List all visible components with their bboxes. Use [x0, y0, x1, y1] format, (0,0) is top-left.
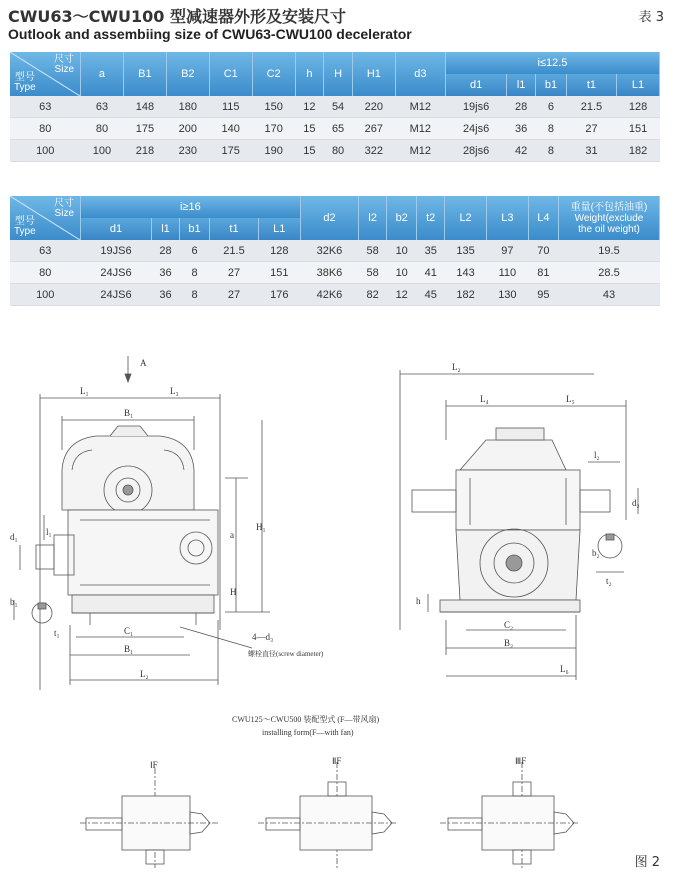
- label-b1: b₁: [10, 597, 18, 607]
- type-cell: 80: [10, 262, 81, 284]
- value-cell: 143: [445, 262, 487, 284]
- label-H1: H₁: [256, 522, 266, 532]
- value-cell: 27: [210, 284, 259, 306]
- value-cell: 175: [209, 140, 252, 162]
- label-bolt: 4—d₃: [252, 632, 274, 642]
- value-cell: 115: [209, 96, 252, 118]
- label-l2: l₂: [594, 450, 600, 460]
- value-cell: 140: [209, 118, 252, 140]
- bolt-note: 螺栓直径(screw diameter): [248, 650, 324, 658]
- col-header: B1: [123, 52, 166, 96]
- value-cell: 151: [258, 262, 300, 284]
- value-cell: 45: [417, 284, 445, 306]
- value-cell: 19js6: [445, 96, 506, 118]
- label-d1: d₁: [10, 532, 18, 542]
- value-cell: 200: [166, 118, 209, 140]
- value-cell: 128: [617, 96, 660, 118]
- label-l1: l₁: [46, 527, 52, 537]
- col-header: a: [81, 52, 124, 96]
- value-cell: 36: [152, 284, 180, 306]
- value-cell: 80: [324, 140, 353, 162]
- value-cell: 97: [486, 240, 528, 262]
- value-cell: 42K6: [300, 284, 359, 306]
- ratio-group-header: i≤12.5: [445, 52, 659, 74]
- value-cell: 12: [295, 96, 324, 118]
- value-cell: 70: [528, 240, 558, 262]
- installing-title-en: installing form(F—with fan): [262, 728, 354, 737]
- label-L1: L₁: [80, 386, 89, 396]
- value-cell: 31: [566, 140, 616, 162]
- value-cell: 54: [324, 96, 353, 118]
- type-cell: 80: [10, 118, 81, 140]
- col-header: h: [295, 52, 324, 96]
- value-cell: 175: [123, 118, 166, 140]
- label-L2: L₂: [140, 669, 149, 679]
- sub-header: L1: [258, 218, 300, 240]
- value-cell: 10: [387, 262, 417, 284]
- label-L6: L₆: [560, 664, 569, 674]
- value-cell: 63: [81, 96, 124, 118]
- value-cell: 128: [258, 240, 300, 262]
- weight-header: 重量(不包括油重) Weight(exclude the oil weight): [559, 196, 660, 240]
- value-cell: 41: [417, 262, 445, 284]
- value-cell: 28.5: [559, 262, 660, 284]
- label-d2: d₂: [632, 498, 640, 508]
- value-cell: 24js6: [445, 118, 506, 140]
- value-cell: 58: [359, 262, 387, 284]
- value-cell: 95: [528, 284, 558, 306]
- col-header: d3: [395, 52, 445, 96]
- col-header: B2: [166, 52, 209, 96]
- sub-header: L1: [617, 74, 660, 96]
- value-cell: 28: [507, 96, 536, 118]
- value-cell: 110: [486, 262, 528, 284]
- sub-header: t1: [210, 218, 259, 240]
- label-A: A: [140, 358, 147, 368]
- value-cell: 135: [445, 240, 487, 262]
- ratio-group-header: i≥16: [81, 196, 301, 218]
- label-L4: L₄: [480, 394, 489, 404]
- value-cell: 267: [352, 118, 395, 140]
- value-cell: 10: [387, 240, 417, 262]
- value-cell: M12: [395, 96, 445, 118]
- value-cell: 35: [417, 240, 445, 262]
- label-t1: t₁: [54, 628, 60, 638]
- value-cell: 19JS6: [81, 240, 152, 262]
- value-cell: 8: [179, 284, 209, 306]
- label-L5: L₅: [566, 394, 575, 404]
- value-cell: 100: [81, 140, 124, 162]
- value-cell: M12: [395, 140, 445, 162]
- type-cell: 100: [10, 140, 81, 162]
- value-cell: 230: [166, 140, 209, 162]
- value-cell: 130: [486, 284, 528, 306]
- label-C2: C₂: [504, 620, 514, 630]
- value-cell: 180: [166, 96, 209, 118]
- value-cell: 220: [352, 96, 395, 118]
- table-number: 表 3: [638, 10, 664, 25]
- value-cell: 28js6: [445, 140, 506, 162]
- label-B1: B₁: [124, 408, 134, 418]
- value-cell: 28: [152, 240, 180, 262]
- label-L2-side: L₂: [452, 362, 461, 372]
- title-en: Outlook and assembiing size of CWU63-CWU100 decelerator: [8, 26, 412, 42]
- title-cn: CWU63～CWU100 型减速器外形及安装尺寸: [8, 7, 347, 26]
- value-cell: 322: [352, 140, 395, 162]
- col-header: C2: [252, 52, 295, 96]
- type-cell: 63: [10, 96, 81, 118]
- value-cell: 24JS6: [81, 262, 152, 284]
- value-cell: 182: [617, 140, 660, 162]
- size-label: 尺寸 Size: [54, 198, 74, 219]
- value-cell: 15: [295, 140, 324, 162]
- value-cell: 12: [387, 284, 417, 306]
- value-cell: 8: [179, 262, 209, 284]
- form-label-2: ⅡF: [332, 756, 342, 766]
- value-cell: 218: [123, 140, 166, 162]
- col-header: l2: [359, 196, 387, 240]
- label-L3: L₃: [170, 386, 179, 396]
- value-cell: 36: [507, 118, 536, 140]
- col-header: t2: [417, 196, 445, 240]
- col-header: L2: [445, 196, 487, 240]
- value-cell: 81: [528, 262, 558, 284]
- value-cell: 6: [535, 96, 566, 118]
- value-cell: 38K6: [300, 262, 359, 284]
- sub-header: b1: [179, 218, 209, 240]
- sub-header: d1: [81, 218, 152, 240]
- col-header: C1: [209, 52, 252, 96]
- col-header: b2: [387, 196, 417, 240]
- value-cell: 43: [559, 284, 660, 306]
- col-header: d2: [300, 196, 359, 240]
- value-cell: 170: [252, 118, 295, 140]
- value-cell: 8: [535, 140, 566, 162]
- sub-header: l1: [152, 218, 180, 240]
- sub-header: d1: [445, 74, 506, 96]
- value-cell: 36: [152, 262, 180, 284]
- value-cell: 32K6: [300, 240, 359, 262]
- value-cell: 15: [295, 118, 324, 140]
- col-header: L3: [486, 196, 528, 240]
- value-cell: 24JS6: [81, 284, 152, 306]
- type-cell: 63: [10, 240, 81, 262]
- form-label-3: ⅢF: [515, 756, 527, 766]
- installing-title-cn: CWU125～CWU500 装配型式 (F—带风扇): [232, 715, 380, 724]
- sub-header: t1: [566, 74, 616, 96]
- value-cell: 190: [252, 140, 295, 162]
- type-cell: 100: [10, 284, 81, 306]
- label-a: a: [230, 530, 234, 540]
- size-label: 尺寸 Size: [54, 54, 74, 75]
- value-cell: 150: [252, 96, 295, 118]
- value-cell: 148: [123, 96, 166, 118]
- value-cell: 65: [324, 118, 353, 140]
- col-header: H: [324, 52, 353, 96]
- sub-header: b1: [535, 74, 566, 96]
- label-H: H: [230, 587, 237, 597]
- value-cell: 42: [507, 140, 536, 162]
- label-B2: B₂: [504, 638, 514, 648]
- sub-header: l1: [507, 74, 536, 96]
- value-cell: M12: [395, 118, 445, 140]
- value-cell: 58: [359, 240, 387, 262]
- figure-number: 图 2: [634, 855, 660, 870]
- value-cell: 151: [617, 118, 660, 140]
- value-cell: 8: [535, 118, 566, 140]
- value-cell: 82: [359, 284, 387, 306]
- value-cell: 80: [81, 118, 124, 140]
- type-label: 型号 Type: [14, 216, 36, 237]
- label-C1: C₁: [124, 626, 134, 636]
- value-cell: 21.5: [210, 240, 259, 262]
- label-b2: b₂: [592, 548, 600, 558]
- label-t2: t₂: [606, 576, 612, 586]
- value-cell: 19.5: [559, 240, 660, 262]
- value-cell: 6: [179, 240, 209, 262]
- form-label-1: ⅠF: [150, 760, 158, 770]
- value-cell: 176: [258, 284, 300, 306]
- label-B1-bottom: B₁: [124, 644, 134, 654]
- value-cell: 27: [566, 118, 616, 140]
- value-cell: 182: [445, 284, 487, 306]
- type-label: 型号 Type: [14, 72, 36, 93]
- label-h: h: [416, 596, 421, 606]
- col-header: L4: [528, 196, 558, 240]
- col-header: H1: [352, 52, 395, 96]
- value-cell: 21.5: [566, 96, 616, 118]
- value-cell: 27: [210, 262, 259, 284]
